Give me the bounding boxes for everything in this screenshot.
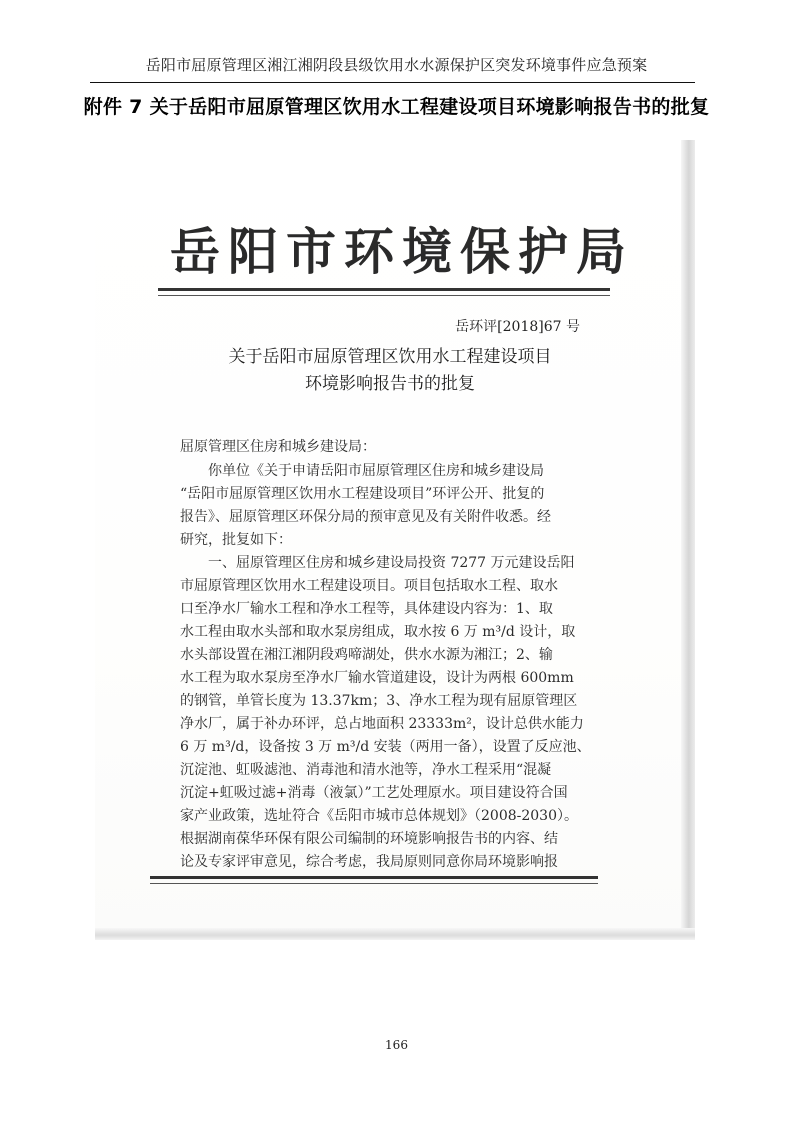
running-header: 岳阳市屈原管理区湘江湘阴段县级饮用水水源保护区突发环境事件应急预案 <box>145 56 648 74</box>
body-line: 研究，批复如下： <box>180 532 292 548</box>
body-line: 家产业政策，选址符合《岳阳市城市总体规划》（2008-2030）。 <box>180 808 578 824</box>
attachment-title: 附件 7 关于岳阳市屈原管理区饮用水工程建设项目环境影响报告书的批复 <box>83 96 710 118</box>
body-line: 沉淀池、虹吸滤池、消毒池和清水池等，净水工程采用“混凝 <box>180 762 552 778</box>
body-line: 论及专家评审意见，综合考虑，我局原则同意你局环境影响报 <box>180 854 558 870</box>
document-title-line: 关于岳阳市屈原管理区饮用水工程建设项目 <box>228 347 552 367</box>
body-line: “岳阳市屈原管理区饮用水工程建设项目”环评公开、批复的 <box>180 486 545 502</box>
body-line: 口至净水厂输水工程和净水工程等，具体建设内容为：1、取 <box>180 601 553 617</box>
bureau-letterhead: 岳阳市环境保护局 <box>170 223 634 281</box>
scan-shadow-bottom <box>95 928 695 940</box>
body-line: 的钢管，单管长度为 13.37km；3、净水工程为现有屈原管理区 <box>180 693 578 709</box>
body-line: 根据湖南葆华环保有限公司编制的环境影响报告书的内容、结 <box>180 831 558 847</box>
footer-rule-thin <box>150 883 598 884</box>
body-line: 水工程为取水泵房至净水厂输水管道建设，设计为两根 600mm <box>180 670 574 686</box>
body-line: 水工程由取水头部和取水泵房组成，取水按 6 万 m³/d 设计，取 <box>180 624 576 640</box>
body-line: 你单位《关于申请岳阳市屈原管理区住房和城乡建设局 <box>180 463 544 479</box>
document-number: 岳环评[2018]67 号 <box>455 319 580 335</box>
body-line: 报告》、屈原管理区环保分局的预审意见及有关附件收悉。经 <box>180 509 551 525</box>
letterhead-rule-thick <box>158 288 610 291</box>
body-line: 一、屈原管理区住房和城乡建设局投资 7277 万元建设岳阳 <box>180 555 575 571</box>
body-line: 屈原管理区住房和城乡建设局： <box>180 439 376 455</box>
body-line: 6 万 m³/d，设备按 3 万 m³/d 安装（两用一备），设置了反应池、 <box>180 739 591 755</box>
letterhead-rule-thin <box>158 295 610 296</box>
footer-rule-thick <box>150 876 598 879</box>
body-line: 沉淀+虹吸过滤+消毒（液氯）”工艺处理原水。项目建设符合国 <box>180 785 568 801</box>
header-rule <box>90 82 695 83</box>
body-line: 净水厂，属于补办环评，总占地面积 23333m²，设计总供水能力 <box>180 716 584 732</box>
body-line: 市屈原管理区饮用水工程建设项目。项目包括取水工程、取水 <box>180 578 558 594</box>
document-title-line: 环境影响报告书的批复 <box>305 374 475 394</box>
scan-shadow-right <box>681 140 695 940</box>
page-number: 166 <box>385 1038 408 1052</box>
body-line: 水头部设置在湘江湘阴段鸡啼湖处，供水水源为湘江；2、输 <box>180 647 553 663</box>
